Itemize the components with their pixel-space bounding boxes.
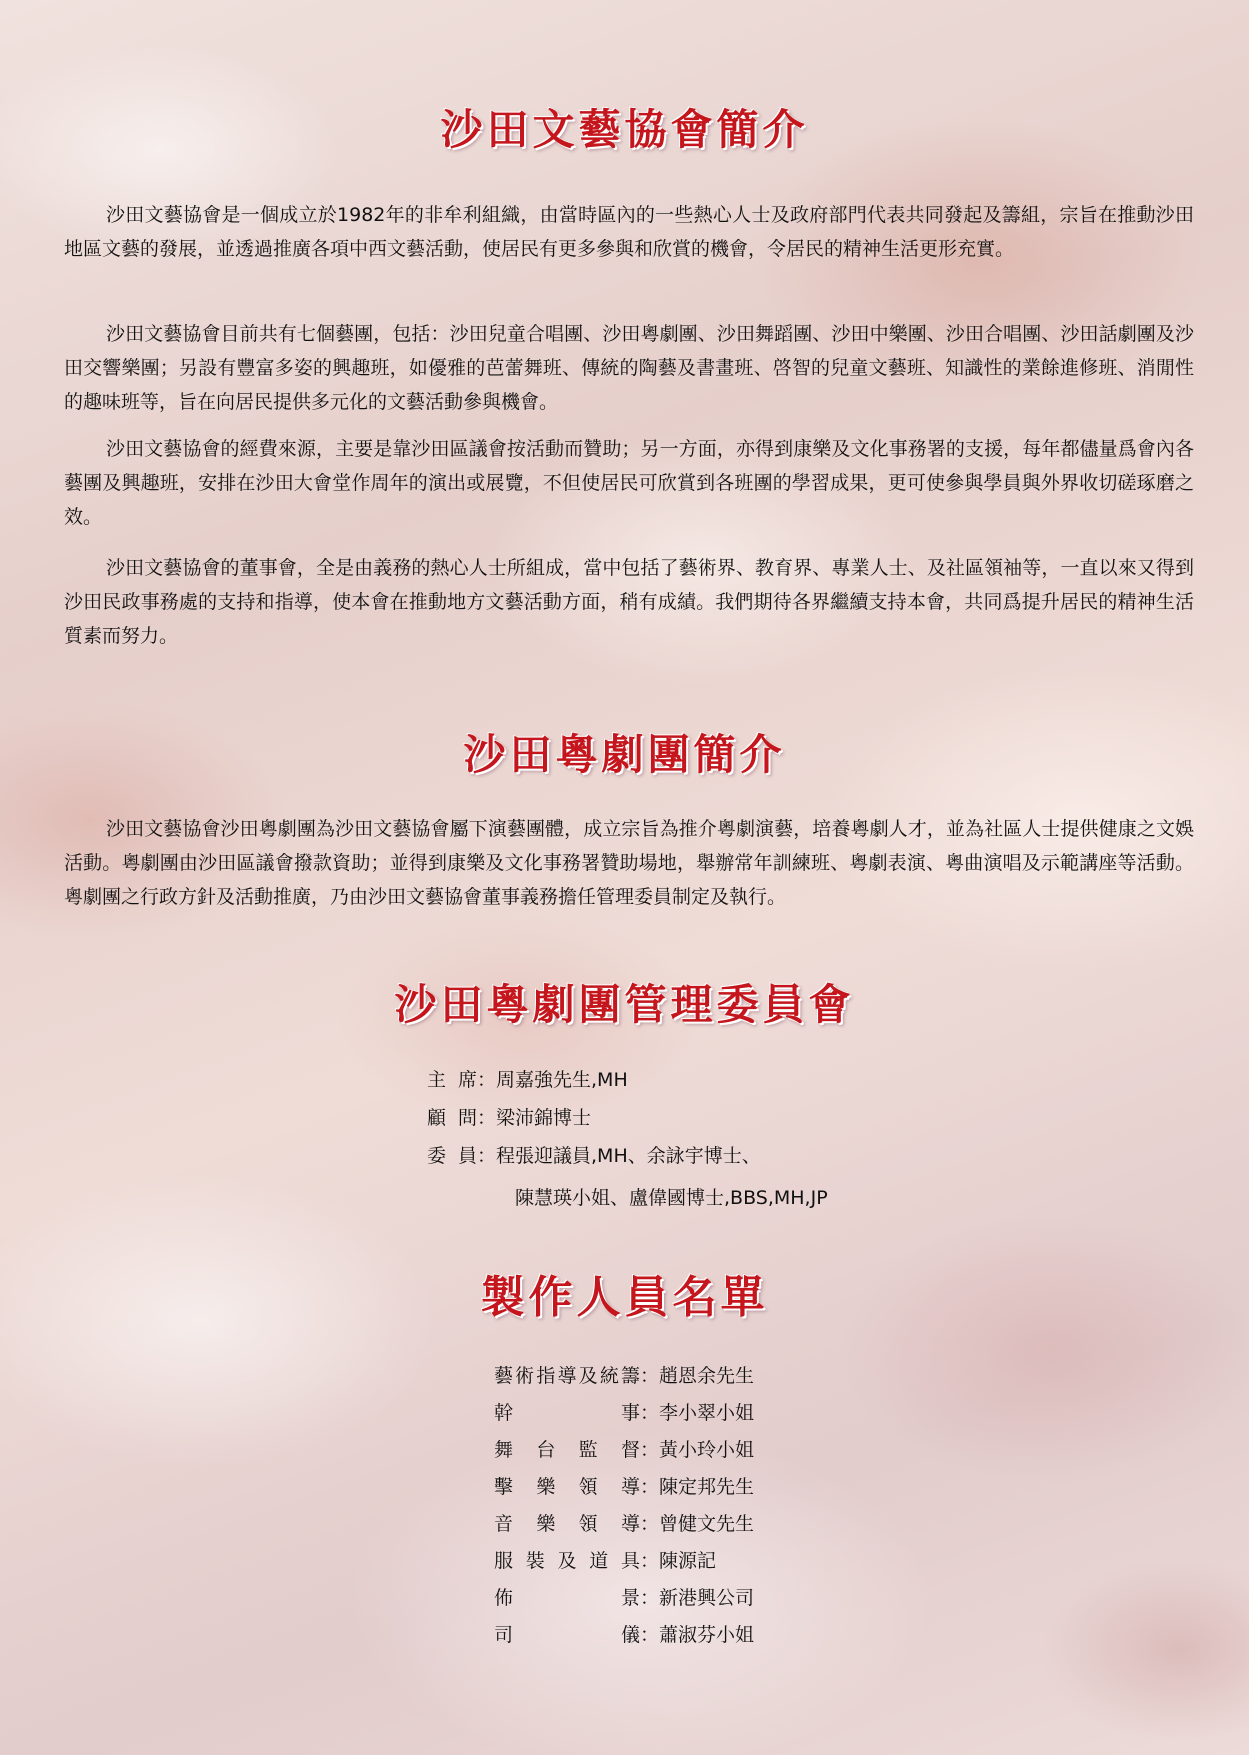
section-title-troupe-intro: 沙田粵劇團簡介 — [463, 730, 786, 779]
credit-role: 擊樂領導 — [494, 1476, 640, 1498]
committee-row-continued — [515, 1184, 828, 1212]
credit-name: 新港興公司 — [659, 1587, 755, 1609]
credit-name: 趙恩余先生 — [659, 1365, 755, 1387]
credit-row: 舞台監督：黃小玲小姐 — [494, 1436, 754, 1464]
committee-row: 顧問：梁沛錦博士 — [427, 1104, 591, 1132]
credit-row: 佈景：新港興公司 — [494, 1584, 754, 1612]
credit-row: 服裝及道具：陳源記 — [494, 1547, 716, 1575]
section-title-association-intro: 沙田文藝協會簡介 — [440, 105, 809, 154]
credit-role: 音樂領導 — [494, 1513, 640, 1535]
credit-role: 幹事 — [494, 1402, 640, 1424]
credit-role: 佈景 — [494, 1587, 640, 1609]
credit-role: 舞台監督 — [494, 1439, 640, 1461]
section-title-production-credits: 製作人員名單 — [480, 1272, 769, 1323]
credit-row: 藝術指導及統籌：趙恩余先生 — [494, 1362, 754, 1390]
paragraph: 沙田文藝協會沙田粵劇團為沙田文藝協會屬下演藝團體，成立宗旨為推介粵劇演藝，培養粵劇人才，並為社區人士提供健康之文娛活動。粵劇團由沙田區議會撥款資助；並得到康樂及文化事務署贊助場地，舉辦常年訓練班、粵劇表演、粵曲演唱及示範講座等活動。粵劇團之行政方針及活動推廣，乃由沙田文藝協會董事義務擔任管理委員制定及執行。 — [64, 818, 1194, 908]
section-title-management-committee: 沙田粵劇團管理委員會 — [394, 980, 855, 1029]
paragraph: 沙田文藝協會的董事會，全是由義務的熱心人士所組成，當中包括了藝術界、教育界、專業人士、及社區領袖等，一直以來又得到沙田民政事務處的支持和指導，使本會在推動地方文藝活動方面，稍有成績。我們期待各界繼續支持本會，共同爲提升居民的精神生活質素而努力。 — [64, 557, 1194, 647]
credit-role: 司儀 — [494, 1624, 640, 1646]
credit-name: 黃小玲小姐 — [659, 1439, 755, 1461]
credit-name: 陳定邦先生 — [659, 1476, 755, 1498]
committee-role: 顧問 — [427, 1107, 477, 1129]
credit-role: 服裝及道具 — [494, 1550, 640, 1572]
credit-name: 陳源記 — [659, 1550, 717, 1572]
paragraph: 沙田文藝協會的經費來源，主要是靠沙田區議會按活動而贊助；另一方面，亦得到康樂及文化事務署的支援，每年都儘量爲會內各藝團及興趣班，安排在沙田大會堂作周年的演出或展覽，不但使居民可欣賞到各班團的學習成果，更可使參與學員與外界收切磋琢磨之效。 — [64, 438, 1194, 528]
credit-role: 藝術指導及統籌 — [494, 1365, 640, 1387]
committee-member: 梁沛錦博士 — [496, 1107, 592, 1129]
committee-role: 委員 — [427, 1145, 477, 1167]
committee-row: 主席：周嘉強先生,MH — [427, 1066, 628, 1094]
committee-member: 周嘉強先生,MH — [496, 1069, 628, 1091]
credit-name: 李小翠小姐 — [659, 1402, 755, 1424]
paragraph: 沙田文藝協會是一個成立於1982年的非牟利組織，由當時區內的一些熱心人士及政府部門代表共同發起及籌組，宗旨在推動沙田地區文藝的發展，並透過推廣各項中西文藝活動，使居民有更多參與和欣賞的機會，令居民的精神生活更形充實。 — [64, 204, 1194, 260]
committee-member: 程張迎議員,MH、余詠宇博士、 — [496, 1145, 761, 1167]
committee-role: 主席 — [427, 1069, 477, 1091]
credit-row: 幹事：李小翠小姐 — [494, 1399, 754, 1427]
credit-name: 蕭淑芬小姐 — [659, 1624, 755, 1646]
committee-row: 委員：程張迎議員,MH、余詠宇博士、 — [427, 1142, 761, 1170]
paragraph: 沙田文藝協會目前共有七個藝團，包括：沙田兒童合唱團、沙田粵劇團、沙田舞蹈團、沙田中樂團、沙田合唱團、沙田話劇團及沙田交響樂團；另設有豐富多姿的興趣班，如優雅的芭蕾舞班、傳統的陶藝及書畫班、啓智的兒童文藝班、知識性的業餘進修班、消閒性的趣味班等，旨在向居民提供多元化的文藝活動參與機會。 — [64, 323, 1194, 413]
committee-member: 陳慧瑛小姐、盧偉國博士,BBS,MH,JP — [515, 1187, 828, 1209]
credit-row: 司儀：蕭淑芬小姐 — [494, 1621, 754, 1649]
credit-name: 曾健文先生 — [659, 1513, 755, 1535]
credit-row: 音樂領導：曾健文先生 — [494, 1510, 754, 1538]
credit-row: 擊樂領導：陳定邦先生 — [494, 1473, 754, 1501]
